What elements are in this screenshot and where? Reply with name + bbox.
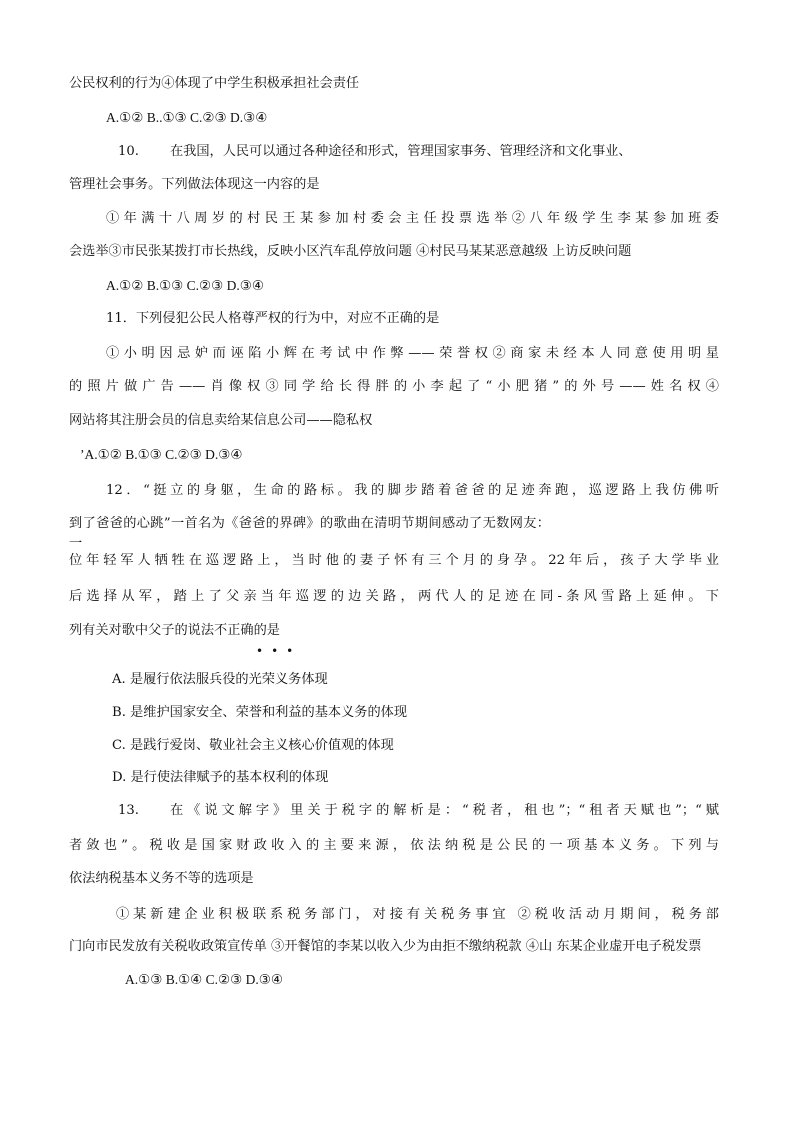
option-c: C. 是践行爱岗、敬业社会主义核心价值观的体现 [112, 738, 394, 753]
answer-options: A.①② B.①③ C.②③ D.③④ [106, 278, 264, 293]
question-12: 12．“挺立的身躯，生命的路标。我的脚步踏着爸爸的足迹奔跑，巡逻路上我仿佛听 [106, 483, 719, 498]
text-line: 到了爸爸的心跳”一首名为《爸爸的界碑》的歌曲在清明节期间感动了无数网友：一 [69, 516, 550, 551]
answer-options: A.①② B..①③ C.②③ D.③④ [106, 110, 268, 125]
text-line: ①某新建企业积极联系税务部门，对接有关税务事宜 ②税收活动月期间，税务部 [116, 907, 719, 922]
question-text: 在《说文解字》里关于税字的解析是：“税者，租也”；“租者天赋也”；“赋 [170, 803, 719, 818]
option-d: D. 是行使法律赋予的基本权利的体现 [112, 770, 329, 785]
question-11: 11．下列侵犯公民人格尊严权的行为中，对应不正确的是 [106, 311, 440, 326]
question-number: 10. [118, 144, 139, 159]
text-line: 位年轻军人牺牲在巡逻路上，当时他的妻子怀有三个月的身孕。22年后，孩子大学毕业 [69, 553, 719, 568]
text-line: 后选择从军，踏上了父亲当年巡逻的边关路，两代人的足迹在同-条风雪路上延伸。下 [69, 589, 719, 604]
question-number: 13. [118, 803, 139, 818]
question-10 [118, 142, 738, 162]
text-line: 会选举③市民张某拨打市长热线，反映小区汽车乱停放问题 ④村民马某某恶意越级 上访反映问题 [69, 244, 632, 259]
text-line: 的照片做广告——肖像权③同学给长得胖的小李起了“小肥猪”的外号——姓名权④ [69, 379, 719, 394]
text-line: ①小明因忌妒而诬陷小辉在考试中作弊——荣誉权②商家未经本人同意使用明星 [106, 346, 719, 361]
text-line: 门向市民发放有关税收政策宣传单 ③开餐馆的李某以收入少为由拒不缴纳税款 ④山 东某企业虚开电子税发票 [69, 939, 702, 954]
text-line: 公民权利的行为④体现了中学生积极承担社会责任 [69, 76, 360, 91]
emphasis-dots: ••• [256, 644, 302, 658]
text-line: 管理社会事务。下列做法体现这一内容的是 [69, 177, 320, 192]
text-line: 者敛也”。税收是国家财政收入的主要来源，依法纳税是公民的一项基本义务。下列与 [69, 838, 719, 853]
question-13 [118, 801, 719, 821]
option-a: A. 是履行依法服兵役的光荣义务体现 [112, 672, 328, 687]
answer-options: A.①③ B.①④ C.②③ D.③④ [125, 972, 283, 987]
text-line: 依法纳税基本义务不等的选项是 [69, 871, 254, 886]
text-line: ①年满十八周岁的村民王某参加村委会主任投票选举②八年级学生李某参加班委 [106, 211, 719, 226]
answer-options: ’A.①② B.①③ C.②③ D.③④ [80, 447, 243, 462]
option-b: B. 是维护国家安全、荣誉和利益的基本义务的体现 [112, 705, 408, 720]
text-line: 列有关对歌中父子的说法不正确的是 [69, 623, 280, 638]
question-text: 在我国，人民可以通过各种途径和形式，管理国家事务、管理经济和文化事业、 [170, 144, 632, 159]
text-line: 网站将其注册会员的信息卖给某信息公司——隐私权 [69, 413, 373, 428]
